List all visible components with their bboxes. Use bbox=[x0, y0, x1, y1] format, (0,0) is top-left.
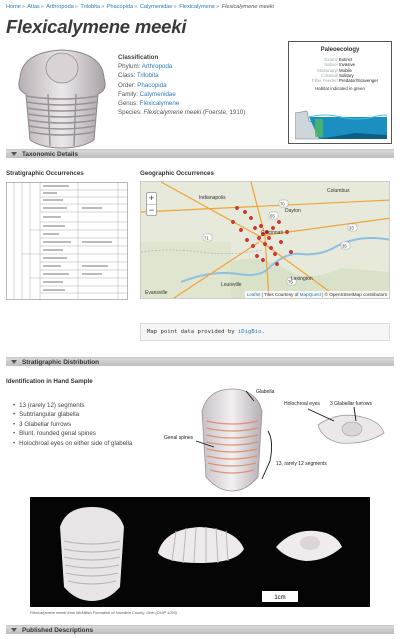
attribution-text: | © OpenStreetMap contributors bbox=[320, 292, 387, 297]
breadcrumb-flexicalymene[interactable]: Flexicalymene bbox=[179, 4, 215, 10]
map-city-label: Louisville bbox=[221, 282, 242, 288]
highway-label: 71 bbox=[204, 235, 209, 241]
section-title: Published Descriptions bbox=[22, 627, 94, 634]
page-title: Flexicalymene meeki bbox=[6, 16, 187, 37]
map-city-label: Cincinnati bbox=[261, 230, 283, 236]
list-item: • 13 (rarely 12) segments bbox=[13, 401, 132, 410]
classification-label: Family: bbox=[118, 90, 138, 98]
map-city-label: Lexington bbox=[291, 276, 313, 282]
classification-label: Genus: bbox=[118, 100, 138, 108]
breadcrumb-separator: » bbox=[215, 4, 220, 10]
map-note-end: . bbox=[261, 329, 265, 335]
classification-link-phylum[interactable]: Arthropoda bbox=[141, 63, 173, 71]
zoom-out-button[interactable]: − bbox=[148, 205, 155, 215]
breadcrumb-separator: » bbox=[21, 4, 26, 10]
section-toggle-published[interactable] bbox=[6, 625, 394, 634]
stratigraphic-heading: Stratigraphic Occurrences bbox=[6, 170, 84, 177]
hand-sample-list bbox=[13, 401, 132, 448]
paleoecology-box bbox=[288, 41, 392, 144]
paleo-option-b: Mobile bbox=[339, 67, 352, 73]
zoom-in-button[interactable]: + bbox=[148, 193, 155, 203]
list-item: • Blunt, rounded genal spines bbox=[13, 429, 132, 438]
section-title: Stratigraphic Distribution bbox=[22, 359, 100, 366]
map-note-text: Map point data provided by bbox=[147, 329, 238, 335]
section-toggle-taxonomic[interactable] bbox=[6, 149, 394, 158]
breadcrumb-separator: » bbox=[173, 4, 177, 10]
collapse-arrow-icon bbox=[11, 360, 17, 364]
paleo-option-b: Invasive bbox=[339, 62, 356, 68]
hand-sample-heading: Identification in Hand Sample bbox=[6, 378, 93, 385]
leaflet-link[interactable]: Leaflet bbox=[246, 292, 261, 297]
map-city-label: Columbus bbox=[327, 188, 350, 194]
classification-link-genus[interactable]: Flexicalymene bbox=[139, 100, 180, 108]
paleo-option-b: Solitary bbox=[339, 72, 354, 78]
map-data-note bbox=[140, 323, 390, 341]
classification-link-family[interactable]: Calymenidae bbox=[139, 90, 176, 98]
classification-label: Species: bbox=[118, 109, 142, 117]
breadcrumb-phacopida[interactable]: Phacopida bbox=[106, 4, 134, 10]
classification-heading: Classification bbox=[118, 54, 159, 61]
habitat-note: Habitat indicated in green bbox=[315, 86, 365, 92]
breadcrumb-trilobita[interactable]: Trilobita bbox=[80, 4, 101, 10]
classification-row-species bbox=[118, 108, 245, 117]
highway-label: 65 bbox=[270, 213, 275, 219]
classification-label: Class: bbox=[118, 72, 136, 80]
breadcrumb-atlas[interactable]: Atlas bbox=[27, 4, 40, 10]
collapse-arrow-icon bbox=[11, 152, 17, 156]
label-glabella: Glabella bbox=[256, 389, 275, 395]
breadcrumb-current: Flexicalymene meeki bbox=[221, 4, 274, 10]
breadcrumb-home[interactable]: Home bbox=[6, 4, 21, 10]
species-name: Flexicalymene meeki bbox=[143, 109, 202, 117]
classification-label: Order: bbox=[118, 81, 136, 89]
paleoecology-title: Paleoecology bbox=[320, 47, 360, 53]
paleo-option-b: Predator/Scavenger bbox=[339, 78, 379, 84]
highway-label: 33 bbox=[349, 225, 354, 231]
classification-link-order[interactable]: Phacopida bbox=[137, 81, 167, 89]
section-title: Taxonomic Details bbox=[22, 151, 78, 158]
label-furrows: 3 Glabellar furrows bbox=[330, 401, 372, 407]
map-city-label: Indianapolis bbox=[199, 195, 226, 201]
scale-bar-label: 1cm bbox=[274, 595, 286, 601]
paleo-row bbox=[289, 78, 391, 83]
trilobite-photo bbox=[12, 44, 112, 150]
stratigraphic-table bbox=[6, 182, 128, 300]
list-item: • Holochroal eyes on either side of glabella bbox=[13, 439, 132, 448]
classification-row-class bbox=[118, 71, 245, 80]
idigbio-link[interactable]: iDigBio bbox=[237, 329, 262, 335]
breadcrumb-separator: » bbox=[101, 4, 105, 10]
paleo-option-a: Native/ bbox=[324, 62, 338, 68]
classification-row-order bbox=[118, 81, 245, 90]
classification-link-class[interactable]: Trilobita bbox=[136, 72, 159, 80]
highway-label: 75 bbox=[288, 279, 293, 285]
breadcrumb-separator: » bbox=[74, 4, 78, 10]
photo-caption: Flexicalymene meeki from McMillan Formation of Hamilton County, Ohio (DUIP 1293) bbox=[30, 610, 178, 615]
section-toggle-distribution[interactable] bbox=[6, 357, 394, 366]
label-segments: 13, rarely 12 segments bbox=[276, 461, 327, 467]
breadcrumb bbox=[6, 4, 274, 10]
specimen-photo-svg bbox=[30, 497, 370, 607]
geographic-heading: Geographic Occurrences bbox=[140, 170, 214, 177]
classification-row-genus bbox=[118, 99, 245, 108]
specimen-photo bbox=[30, 497, 370, 607]
paleo-option-a: Extant/ bbox=[324, 57, 338, 62]
classification-block bbox=[118, 53, 245, 117]
classification-row-phylum bbox=[118, 62, 245, 71]
breadcrumb-separator: » bbox=[134, 4, 138, 10]
breadcrumb-calymenidae[interactable]: Calymenidae bbox=[139, 4, 173, 10]
collapse-arrow-icon bbox=[11, 628, 17, 632]
annotated-trilobite-figure bbox=[158, 381, 398, 493]
species-author: (Foerste, 1910) bbox=[202, 109, 246, 117]
occurrence-map[interactable] bbox=[140, 181, 390, 299]
classification-row-family bbox=[118, 90, 245, 99]
map-attribution bbox=[245, 291, 389, 298]
mapquest-link[interactable]: MapQuest bbox=[299, 292, 321, 297]
attribution-text: | Tiles Courtesy of bbox=[260, 292, 300, 297]
paleo-option-b: Extinct bbox=[339, 57, 353, 62]
highway-label: 35 bbox=[342, 243, 347, 249]
classification-label: Phylum: bbox=[118, 63, 141, 71]
label-holochroal: Holochroal eyes bbox=[284, 401, 320, 407]
list-item: • 3 Glabellar furrows bbox=[13, 420, 132, 429]
label-genal-spines: Genal spines bbox=[164, 435, 194, 441]
map-tiles bbox=[141, 182, 390, 299]
paleo-option-a: Stationary/ bbox=[317, 67, 338, 73]
breadcrumb-separator: » bbox=[40, 4, 44, 10]
map-city-label: Evansville bbox=[145, 290, 168, 296]
map-zoom-control bbox=[146, 192, 157, 216]
paleo-option-a: Colonial/ bbox=[320, 72, 338, 78]
paleo-option-a: Filter Feeder/ bbox=[311, 78, 338, 84]
highway-label: 70 bbox=[280, 201, 285, 207]
list-item: • Subtriangular glabella bbox=[13, 410, 132, 419]
breadcrumb-arthropoda[interactable]: Arthropoda bbox=[46, 4, 74, 10]
habitat-diagram bbox=[295, 107, 387, 141]
map-city-label: Dayton bbox=[285, 208, 301, 214]
